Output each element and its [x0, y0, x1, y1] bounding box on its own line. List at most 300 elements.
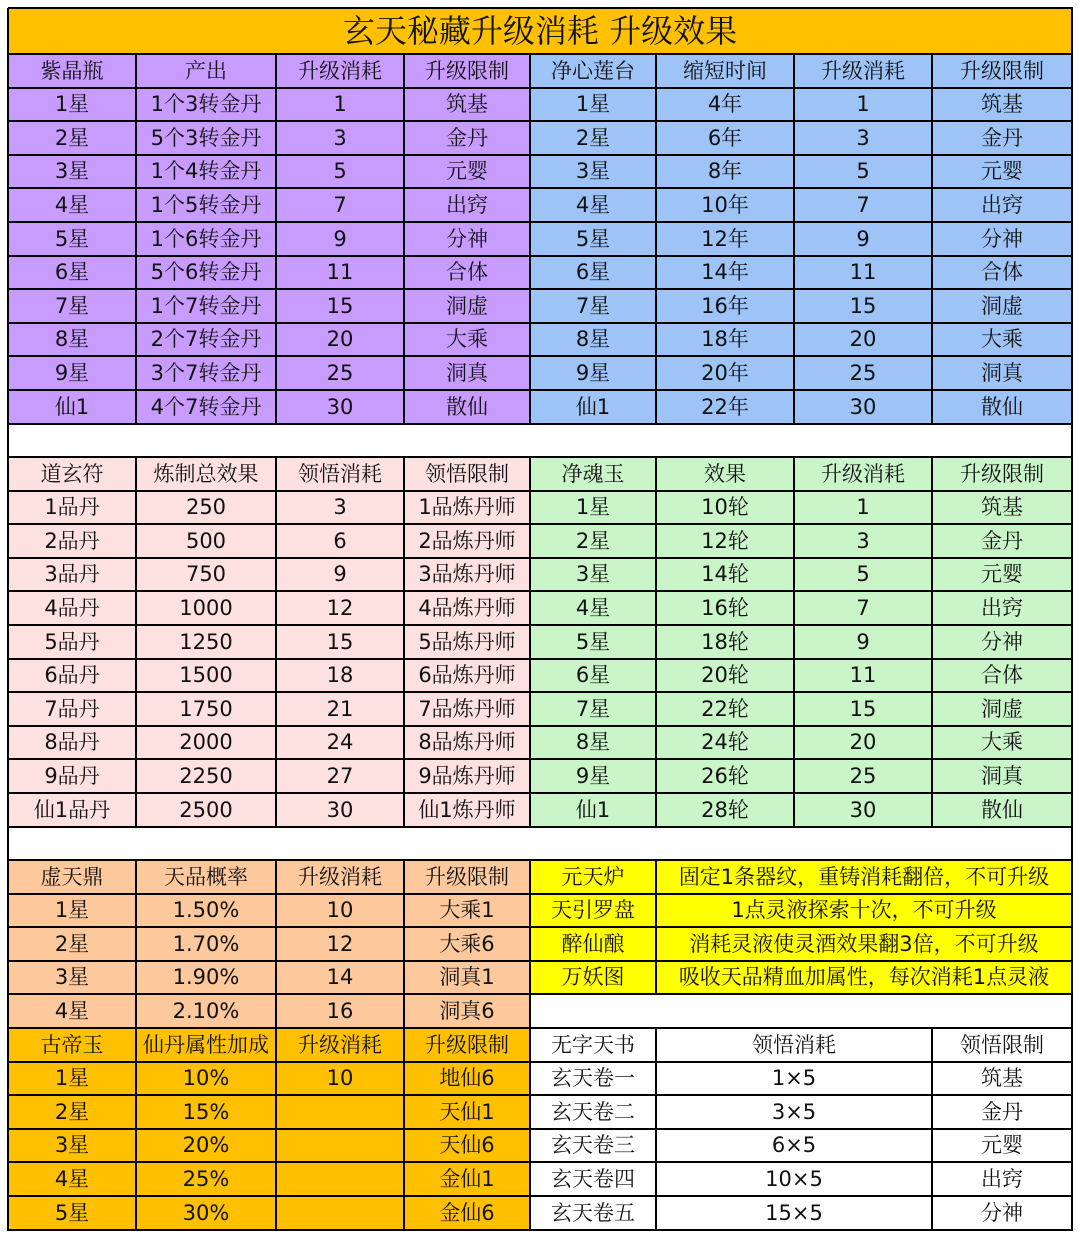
- xutian-header-1: 天品概率: [136, 860, 276, 894]
- zijing-cell: 1个4转金丹: [136, 155, 276, 188]
- grid-line: [8, 758, 1073, 760]
- gudi-cell: 10%: [136, 1062, 276, 1095]
- grid-line: [530, 859, 1073, 861]
- wuzi-cell: 15×5: [656, 1196, 932, 1230]
- grid-line: [1071, 8, 1073, 1231]
- daoxuan-cell: 15: [276, 625, 404, 659]
- jinghun-cell: 25: [794, 759, 932, 793]
- xutian-cell: 4星: [8, 994, 136, 1028]
- daoxuan-cell: 2品炼丹师: [404, 524, 530, 558]
- grid-line: [8, 288, 1073, 290]
- zijing-cell: 1个6转金丹: [136, 222, 276, 256]
- yellow-item-desc: 吸收天品精血加属性，每次消耗1点灵液: [656, 961, 1072, 994]
- grid-line: [530, 1061, 1073, 1063]
- jinghun-header-0: 净魂玉: [530, 457, 656, 491]
- jingxin-header-3: 升级限制: [932, 54, 1072, 88]
- yellow-item-desc: 固定1条器纹，重铸消耗翻倍，不可升级: [656, 860, 1072, 894]
- daoxuan-header-0: 道玄符: [8, 457, 136, 491]
- jinghun-cell: 3: [794, 524, 932, 558]
- wuzi-header-1: 领悟消耗: [656, 1028, 932, 1062]
- grid-line: [8, 523, 1073, 525]
- grid-line: [8, 389, 1073, 391]
- daoxuan-cell: 2250: [136, 759, 276, 793]
- jinghun-cell: 3星: [530, 558, 656, 591]
- jingxin-cell: 15: [794, 289, 932, 323]
- jinghun-cell: 2星: [530, 524, 656, 558]
- jingxin-cell: 12年: [656, 222, 794, 256]
- zijing-cell: 20: [276, 323, 404, 356]
- jinghun-cell: 15: [794, 692, 932, 726]
- zijing-cell: 3星: [8, 155, 136, 188]
- grid-line: [8, 792, 1073, 794]
- zijing-cell: 7星: [8, 289, 136, 323]
- wuzi-cell: 筑基: [932, 1062, 1072, 1095]
- grid-line: [8, 926, 531, 928]
- zijing-cell: 3: [276, 121, 404, 155]
- zijing-cell: 5星: [8, 222, 136, 256]
- xutian-cell: 洞真1: [404, 961, 530, 994]
- jingxin-header-0: 净心莲台: [530, 54, 656, 88]
- jinghun-cell: 10轮: [656, 491, 794, 524]
- zijing-cell: 1个3转金丹: [136, 88, 276, 121]
- jinghun-cell: 元婴: [932, 558, 1072, 591]
- grid-line: [8, 120, 1073, 122]
- grid-line: [8, 826, 1073, 828]
- daoxuan-cell: 4品丹: [8, 591, 136, 625]
- gudi-cell: 20%: [136, 1129, 276, 1162]
- gudi-cell: 2星: [8, 1095, 136, 1129]
- jingxin-cell: 22年: [656, 390, 794, 424]
- gudi-cell: 3星: [8, 1129, 136, 1162]
- wuzi-cell: 玄天卷一: [530, 1062, 656, 1095]
- xutian-header-3: 升级限制: [404, 860, 530, 894]
- daoxuan-cell: 6品炼丹师: [404, 659, 530, 692]
- grid-line: [8, 490, 1073, 492]
- wuzi-cell: 玄天卷三: [530, 1129, 656, 1162]
- daoxuan-cell: 750: [136, 558, 276, 591]
- zijing-cell: 25: [276, 356, 404, 390]
- xutian-cell: 12: [276, 927, 404, 961]
- grid-line: [275, 54, 277, 425]
- gudi-cell: 金仙1: [404, 1162, 530, 1196]
- jingxin-cell: 3星: [530, 155, 656, 188]
- grid-line: [8, 53, 1073, 55]
- gudi-cell: [276, 1095, 404, 1129]
- zijing-cell: 大乘: [404, 323, 530, 356]
- jinghun-cell: 7: [794, 591, 932, 625]
- daoxuan-cell: 2品丹: [8, 524, 136, 558]
- jingxin-cell: 3: [794, 121, 932, 155]
- jingxin-cell: 4星: [530, 188, 656, 222]
- grid-line: [8, 658, 1073, 660]
- jingxin-cell: 14年: [656, 256, 794, 289]
- grid-line: [655, 54, 657, 425]
- grid-line: [655, 860, 657, 995]
- grid-line: [931, 457, 933, 828]
- separator-row: [8, 424, 1072, 457]
- grid-line: [530, 1161, 1073, 1163]
- zijing-cell: 9星: [8, 356, 136, 390]
- jinghun-cell: 6星: [530, 659, 656, 692]
- jingxin-cell: 1星: [530, 88, 656, 121]
- gudi-cell: 5星: [8, 1196, 136, 1230]
- daoxuan-cell: 仙1炼丹师: [404, 793, 530, 827]
- jingxin-cell: 7: [794, 188, 932, 222]
- yellow-item-desc: 消耗灵液使灵酒效果翻3倍，不可升级: [656, 927, 1072, 961]
- grid-line: [8, 557, 1073, 559]
- jingxin-cell: 8年: [656, 155, 794, 188]
- daoxuan-cell: 1250: [136, 625, 276, 659]
- grid-line: [403, 860, 405, 1231]
- xutian-header-2: 升级消耗: [276, 860, 404, 894]
- grid-line: [403, 54, 405, 425]
- jinghun-cell: 1: [794, 491, 932, 524]
- wuzi-cell: 金丹: [932, 1095, 1072, 1129]
- jingxin-cell: 16年: [656, 289, 794, 323]
- jingxin-cell: 9星: [530, 356, 656, 390]
- daoxuan-cell: 5品丹: [8, 625, 136, 659]
- xutian-cell: 1.70%: [136, 927, 276, 961]
- grid-line: [7, 8, 9, 1231]
- zijing-cell: 5个6转金丹: [136, 256, 276, 289]
- zijing-cell: 合体: [404, 256, 530, 289]
- jingxin-cell: 出窍: [932, 188, 1072, 222]
- jingxin-cell: 30: [794, 390, 932, 424]
- grid-line: [275, 457, 277, 828]
- gudi-cell: 地仙6: [404, 1062, 530, 1095]
- jingxin-cell: 洞虚: [932, 289, 1072, 323]
- daoxuan-cell: 500: [136, 524, 276, 558]
- daoxuan-cell: 8品丹: [8, 726, 136, 759]
- zijing-cell: 8星: [8, 323, 136, 356]
- gudi-cell: 10: [276, 1062, 404, 1095]
- zijing-cell: 2个7转金丹: [136, 323, 276, 356]
- jinghun-cell: 24轮: [656, 726, 794, 759]
- xutian-cell: 10: [276, 894, 404, 927]
- daoxuan-cell: 3品丹: [8, 558, 136, 591]
- jinghun-cell: 出窍: [932, 591, 1072, 625]
- grid-line: [530, 1094, 1073, 1096]
- grid-line: [8, 590, 1073, 592]
- zijing-cell: 5: [276, 155, 404, 188]
- zijing-cell: 7: [276, 188, 404, 222]
- xutian-cell: 16: [276, 994, 404, 1028]
- xutian-cell: 2星: [8, 927, 136, 961]
- jinghun-cell: 5星: [530, 625, 656, 659]
- zijing-cell: 洞真: [404, 356, 530, 390]
- wuzi-cell: 10×5: [656, 1162, 932, 1196]
- grid-line: [8, 355, 1073, 357]
- jinghun-cell: 金丹: [932, 524, 1072, 558]
- jingxin-cell: 10年: [656, 188, 794, 222]
- zijing-header-1: 产出: [136, 54, 276, 88]
- xutian-cell: 1星: [8, 894, 136, 927]
- daoxuan-cell: 4品炼丹师: [404, 591, 530, 625]
- jingxin-cell: 5: [794, 155, 932, 188]
- grid-line: [8, 691, 1073, 693]
- yellow-item-name: 万妖图: [530, 961, 656, 994]
- grid-line: [8, 1128, 531, 1130]
- daoxuan-cell: 6品丹: [8, 659, 136, 692]
- jinghun-cell: 16轮: [656, 591, 794, 625]
- grid-line: [8, 624, 1073, 626]
- grid-line: [135, 54, 137, 425]
- wuzi-cell: 出窍: [932, 1162, 1072, 1196]
- jingxin-header-2: 升级消耗: [794, 54, 932, 88]
- jingxin-cell: 大乘: [932, 323, 1072, 356]
- jingxin-cell: 11: [794, 256, 932, 289]
- gudi-header-3: 升级限制: [404, 1028, 530, 1062]
- yellow-item-name: 天引罗盘: [530, 894, 656, 927]
- jingxin-cell: 分神: [932, 222, 1072, 256]
- yellow-item-name: 醉仙酿: [530, 927, 656, 961]
- daoxuan-cell: 1000: [136, 591, 276, 625]
- jingxin-cell: 1: [794, 88, 932, 121]
- jinghun-cell: 4星: [530, 591, 656, 625]
- grid-line: [135, 457, 137, 828]
- gudi-cell: [276, 1129, 404, 1162]
- jinghun-cell: 筑基: [932, 491, 1072, 524]
- jinghun-cell: 20轮: [656, 659, 794, 692]
- wuzi-cell: 6×5: [656, 1129, 932, 1162]
- grid-line: [8, 456, 1073, 458]
- jinghun-cell: 5: [794, 558, 932, 591]
- gudi-cell: 天仙1: [404, 1095, 530, 1129]
- jinghun-cell: 9: [794, 625, 932, 659]
- jingxin-cell: 7星: [530, 289, 656, 323]
- daoxuan-cell: 5品炼丹师: [404, 625, 530, 659]
- zijing-cell: 1星: [8, 88, 136, 121]
- grid-line: [8, 1161, 531, 1163]
- jingxin-cell: 仙1: [530, 390, 656, 424]
- xutian-cell: 大乘6: [404, 927, 530, 961]
- wuzi-cell: 分神: [932, 1196, 1072, 1230]
- grid-line: [931, 54, 933, 425]
- jinghun-cell: 30: [794, 793, 932, 827]
- gudi-cell: 1星: [8, 1062, 136, 1095]
- daoxuan-cell: 21: [276, 692, 404, 726]
- grid-line: [530, 1027, 1073, 1029]
- zijing-cell: 11: [276, 256, 404, 289]
- grid-line: [793, 457, 795, 828]
- jingxin-cell: 金丹: [932, 121, 1072, 155]
- xutian-cell: 3星: [8, 961, 136, 994]
- daoxuan-header-2: 领悟消耗: [276, 457, 404, 491]
- zijing-cell: 4星: [8, 188, 136, 222]
- grid-line: [530, 960, 1073, 962]
- zijing-cell: 筑基: [404, 88, 530, 121]
- zijing-cell: 3个7转金丹: [136, 356, 276, 390]
- jinghun-cell: 合体: [932, 659, 1072, 692]
- zijing-cell: 分神: [404, 222, 530, 256]
- daoxuan-cell: 9品丹: [8, 759, 136, 793]
- zijing-cell: 15: [276, 289, 404, 323]
- jingxin-cell: 散仙: [932, 390, 1072, 424]
- zijing-cell: 9: [276, 222, 404, 256]
- jinghun-cell: 分神: [932, 625, 1072, 659]
- jinghun-cell: 20: [794, 726, 932, 759]
- grid-line: [8, 87, 1073, 89]
- daoxuan-cell: 仙1品丹: [8, 793, 136, 827]
- jingxin-cell: 筑基: [932, 88, 1072, 121]
- gudi-cell: 4星: [8, 1162, 136, 1196]
- zijing-cell: 30: [276, 390, 404, 424]
- zijing-header-0: 紫晶瓶: [8, 54, 136, 88]
- daoxuan-cell: 1品炼丹师: [404, 491, 530, 524]
- daoxuan-cell: 2000: [136, 726, 276, 759]
- zijing-cell: 1个7转金丹: [136, 289, 276, 323]
- xutian-cell: 1.50%: [136, 894, 276, 927]
- xutian-cell: 14: [276, 961, 404, 994]
- grid-line: [931, 1028, 933, 1231]
- zijing-cell: 散仙: [404, 390, 530, 424]
- daoxuan-cell: 3品炼丹师: [404, 558, 530, 591]
- wuzi-cell: 3×5: [656, 1095, 932, 1129]
- daoxuan-header-3: 领悟限制: [404, 457, 530, 491]
- daoxuan-cell: 6: [276, 524, 404, 558]
- xutian-header-0: 虚天鼎: [8, 860, 136, 894]
- grid-line: [530, 1128, 1073, 1130]
- grid-line: [655, 457, 657, 828]
- yellow-item-name: 元天炉: [530, 860, 656, 894]
- jingxin-cell: 25: [794, 356, 932, 390]
- jinghun-cell: 26轮: [656, 759, 794, 793]
- gudi-cell: [276, 1162, 404, 1196]
- daoxuan-cell: 12: [276, 591, 404, 625]
- zijing-cell: 1: [276, 88, 404, 121]
- grid-line: [403, 457, 405, 828]
- jinghun-cell: 14轮: [656, 558, 794, 591]
- jinghun-header-2: 升级消耗: [794, 457, 932, 491]
- xutian-cell: 2.10%: [136, 994, 276, 1028]
- daoxuan-cell: 3: [276, 491, 404, 524]
- jinghun-cell: 洞真: [932, 759, 1072, 793]
- daoxuan-cell: 2500: [136, 793, 276, 827]
- grid-line: [530, 893, 1073, 895]
- xutian-cell: 洞真6: [404, 994, 530, 1028]
- jingxin-cell: 5星: [530, 222, 656, 256]
- daoxuan-header-1: 炼制总效果: [136, 457, 276, 491]
- grid-line: [529, 457, 531, 828]
- grid-line: [8, 221, 1073, 223]
- grid-line: [8, 255, 1073, 257]
- grid-line: [8, 1027, 531, 1029]
- daoxuan-cell: 9: [276, 558, 404, 591]
- wuzi-cell: 1×5: [656, 1062, 932, 1095]
- gudi-cell: 天仙6: [404, 1129, 530, 1162]
- daoxuan-cell: 7品炼丹师: [404, 692, 530, 726]
- jinghun-cell: 仙1: [530, 793, 656, 827]
- jingxin-cell: 合体: [932, 256, 1072, 289]
- jinghun-cell: 洞虚: [932, 692, 1072, 726]
- jinghun-cell: 8星: [530, 726, 656, 759]
- jinghun-cell: 22轮: [656, 692, 794, 726]
- grid-line: [793, 54, 795, 425]
- grid-line: [8, 893, 531, 895]
- grid-line: [8, 725, 1073, 727]
- grid-line: [8, 960, 531, 962]
- gudi-cell: 金仙6: [404, 1196, 530, 1230]
- grid-line: [8, 322, 1073, 324]
- jinghun-cell: 散仙: [932, 793, 1072, 827]
- wuzi-cell: 玄天卷二: [530, 1095, 656, 1129]
- grid-line: [8, 154, 1073, 156]
- jinghun-header-1: 效果: [656, 457, 794, 491]
- gudi-cell: 30%: [136, 1196, 276, 1230]
- jinghun-header-3: 升级限制: [932, 457, 1072, 491]
- wuzi-cell: 玄天卷五: [530, 1196, 656, 1230]
- daoxuan-cell: 24: [276, 726, 404, 759]
- grid-line: [8, 1229, 531, 1231]
- grid-line: [275, 860, 277, 1231]
- grid-line: [530, 993, 1073, 995]
- jinghun-cell: 1星: [530, 491, 656, 524]
- jinghun-cell: 大乘: [932, 726, 1072, 759]
- grid-line: [8, 859, 531, 861]
- jingxin-cell: 6年: [656, 121, 794, 155]
- grid-line: [135, 860, 137, 1231]
- daoxuan-cell: 250: [136, 491, 276, 524]
- daoxuan-cell: 1750: [136, 692, 276, 726]
- zijing-cell: 1个5转金丹: [136, 188, 276, 222]
- jingxin-cell: 4年: [656, 88, 794, 121]
- zijing-header-2: 升级消耗: [276, 54, 404, 88]
- jinghun-cell: 9星: [530, 759, 656, 793]
- gudi-cell: [276, 1196, 404, 1230]
- zijing-cell: 2星: [8, 121, 136, 155]
- gudi-header-1: 仙丹属性加成: [136, 1028, 276, 1062]
- jingxin-cell: 18年: [656, 323, 794, 356]
- gudi-header-0: 古帝玉: [8, 1028, 136, 1062]
- jingxin-cell: 2星: [530, 121, 656, 155]
- zijing-cell: 出窍: [404, 188, 530, 222]
- gudi-header-2: 升级消耗: [276, 1028, 404, 1062]
- jingxin-cell: 20年: [656, 356, 794, 390]
- wuzi-header-2: 领悟限制: [932, 1028, 1072, 1062]
- jinghun-cell: 11: [794, 659, 932, 692]
- grid-line: [8, 423, 1073, 425]
- jingxin-cell: 元婴: [932, 155, 1072, 188]
- zijing-cell: 5个3转金丹: [136, 121, 276, 155]
- grid-line: [529, 54, 531, 425]
- gudi-cell: 25%: [136, 1162, 276, 1196]
- daoxuan-cell: 1500: [136, 659, 276, 692]
- jinghun-cell: 28轮: [656, 793, 794, 827]
- wuzi-header-0: 无字天书: [530, 1028, 656, 1062]
- daoxuan-cell: 9品炼丹师: [404, 759, 530, 793]
- jinghun-cell: 18轮: [656, 625, 794, 659]
- blank-area: [530, 994, 1072, 1028]
- jinghun-cell: 12轮: [656, 524, 794, 558]
- daoxuan-cell: 1品丹: [8, 491, 136, 524]
- zijing-cell: 仙1: [8, 390, 136, 424]
- daoxuan-cell: 8品炼丹师: [404, 726, 530, 759]
- jingxin-cell: 20: [794, 323, 932, 356]
- zijing-header-3: 升级限制: [404, 54, 530, 88]
- jingxin-cell: 8星: [530, 323, 656, 356]
- grid-line: [530, 1195, 1073, 1197]
- daoxuan-cell: 30: [276, 793, 404, 827]
- separator-row: [8, 827, 1072, 860]
- zijing-cell: 4个7转金丹: [136, 390, 276, 424]
- jinghun-cell: 7星: [530, 692, 656, 726]
- xutian-cell: 1.90%: [136, 961, 276, 994]
- gudi-cell: 15%: [136, 1095, 276, 1129]
- daoxuan-cell: 7品丹: [8, 692, 136, 726]
- grid-line: [530, 926, 1073, 928]
- zijing-cell: 6星: [8, 256, 136, 289]
- grid-line: [529, 860, 531, 1231]
